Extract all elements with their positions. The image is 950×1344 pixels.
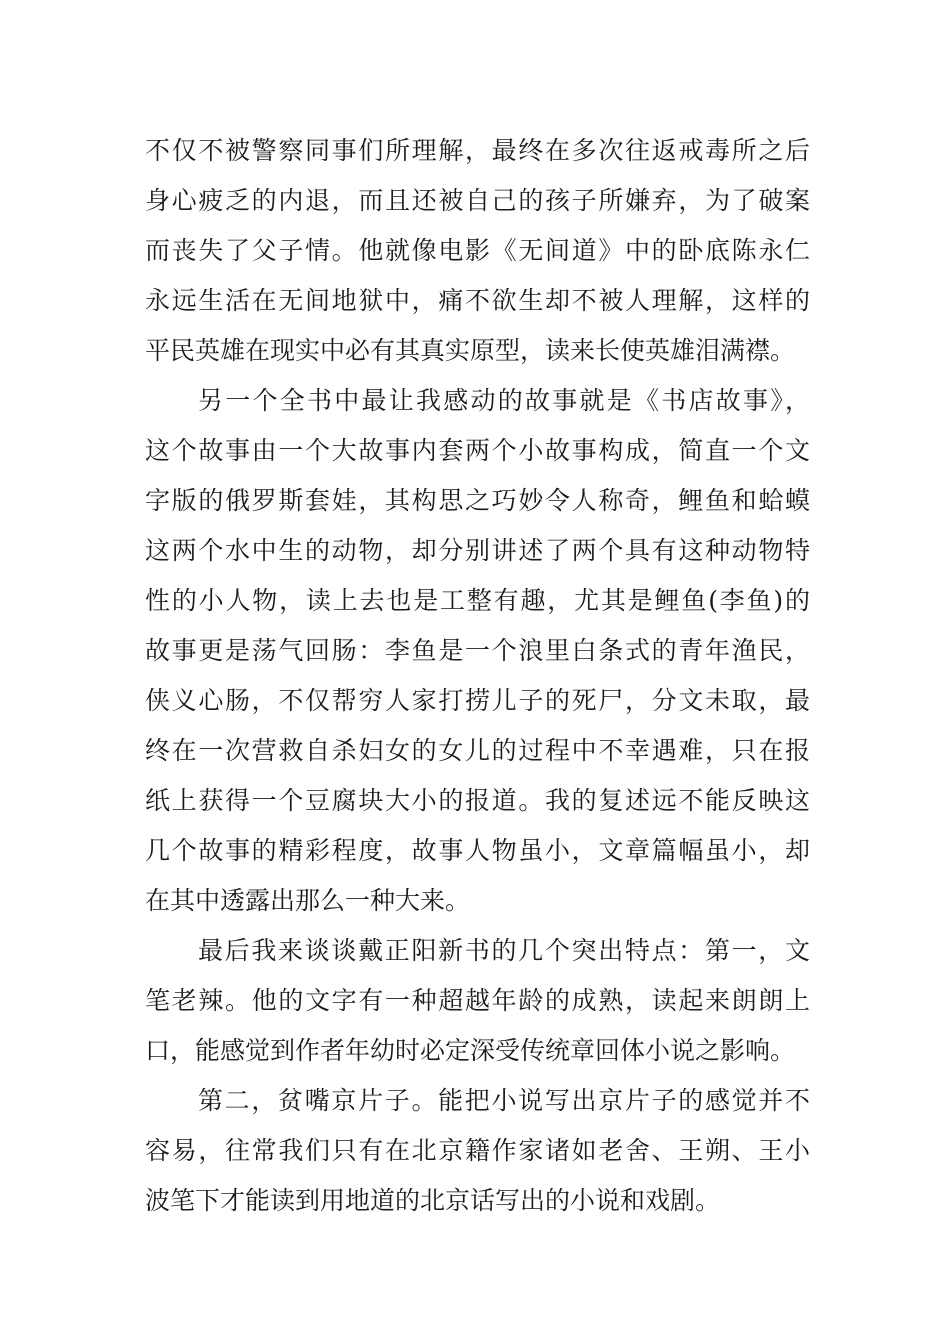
text-line: 侠义心肠，不仅帮穷人家打捞儿子的死尸，分文未取，最 (145, 686, 810, 715)
text-line: 几个故事的精彩程度，故事人物虽小，文章篇幅虽小，却 (145, 836, 810, 865)
text-line: 故事更是荡气回肠：李鱼是一个浪里白条式的青年渔民， (145, 636, 810, 665)
text-line: 字版的俄罗斯套娃，其构思之巧妙令人称奇，鲤鱼和蛤蟆 (145, 486, 810, 515)
text-line: 性的小人物，读上去也是工整有趣，尤其是鲤鱼(李鱼)的 (145, 586, 810, 615)
text-line: 身心疲乏的内退，而且还被自己的孩子所嫌弃，为了破案 (145, 186, 810, 215)
text-line: 在其中透露出那么一种大来。 (145, 886, 471, 915)
text-line: 终在一次营救自杀妇女的女儿的过程中不幸遇难，只在报 (145, 736, 810, 765)
text-line: 另一个全书中最让我感动的故事就是《书店故事》， (198, 386, 810, 415)
text-line: 第二，贫嘴京片子。能把小说写出京片子的感觉并不 (198, 1086, 810, 1115)
text-line: 平民英雄在现实中必有其真实原型，读来长使英雄泪满襟。 (145, 336, 796, 365)
text-line: 最后我来谈谈戴正阳新书的几个突出特点：第一，文 (198, 936, 810, 965)
text-line: 这两个水中生的动物，却分别讲述了两个具有这种动物特 (145, 536, 810, 565)
text-line: 而丧失了父子情。他就像电影《无间道》中的卧底陈永仁 (145, 236, 810, 265)
text-line: 永远生活在无间地狱中，痛不欲生却不被人理解，这样的 (145, 286, 810, 315)
text-line: 纸上获得一个豆腐块大小的报道。我的复述远不能反映这 (145, 786, 810, 815)
text-line: 笔老辣。他的文字有一种超越年龄的成熟，读起来朗朗上 (145, 986, 810, 1015)
text-line: 不仅不被警察同事们所理解，最终在多次往返戒毒所之后 (145, 136, 810, 165)
text-line: 波笔下才能读到用地道的北京话写出的小说和戏剧。 (145, 1186, 721, 1215)
text-line: 这个故事由一个大故事内套两个小故事构成，简直一个文 (145, 436, 810, 465)
text-line: 口，能感觉到作者年幼时必定深受传统章回体小说之影响。 (145, 1036, 796, 1065)
text-line: 容易，往常我们只有在北京籍作家诸如老舍、王朔、王小 (145, 1136, 810, 1165)
body-text (145, 126, 810, 1226)
